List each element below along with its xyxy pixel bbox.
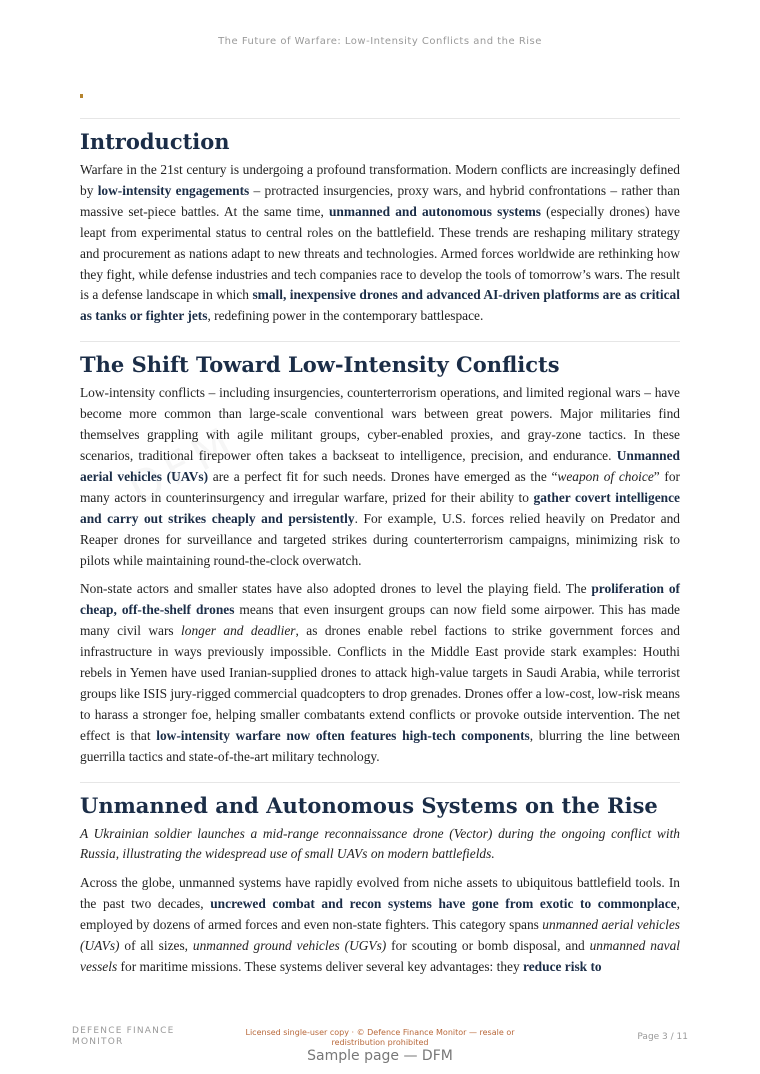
- section-heading: Introduction: [80, 129, 230, 154]
- text-run: , blurring the line between guerrilla tactics and state-of-the-art military technology.: [80, 727, 681, 764]
- section-heading: Unmanned and Autonomous Systems on the Rise: [80, 792, 658, 818]
- text-run: for maritime missions. These systems deliver several key advantages: they: [117, 959, 524, 974]
- document-body: [80, 118, 680, 986]
- bold-text: low-intensity engagements: [97, 182, 250, 198]
- text-run: ” for many actors in counterinsurgency and irregular warfare, prized for their ability to: [80, 468, 680, 505]
- text-run: means that even insurgent groups can now field some airpower. This has made many civil wars: [80, 602, 680, 639]
- paragraph: [80, 579, 680, 767]
- image-caption: A Ukrainian soldier launches a mid-range reconnaissance drone (Vector) during the ongoing conflict with Russia, illustrating the widespread use of small UAVs on modern battlefields.: [80, 825, 680, 862]
- bold-text: gather covert intelligence and carry out strikes cheaply and persistently: [80, 489, 680, 526]
- bold-text: unmanned and autonomous systems: [328, 203, 541, 219]
- italic-text: unmanned aerial vehicles (UAVs): [80, 917, 680, 954]
- text-run: are a perfect fit for such needs. Drones have emerged as the “: [208, 468, 558, 484]
- italic-text: unmanned naval vessels: [80, 938, 680, 974]
- bold-text: reduce risk to: [523, 959, 602, 974]
- text-run: Non-state actors and smaller states have also adopted drones to level the playing field. The: [80, 581, 592, 597]
- publisher-name: DEFENCE FINANCE MONITOR: [72, 1026, 175, 1047]
- bold-text: small, inexpensive drones and advanced AI-driven platforms are as critical as tanks or fighter jets: [80, 287, 680, 324]
- paragraph: [80, 873, 680, 978]
- text-run: (especially drones) have leapt from experimental status to central roles on the battlefield. These trends are reshaping military strategy and procurement as nations adapt to new threats and technologies. Armed forces worldwide are rethinking how they fight, while defense industries and tech companies race to develop the tools of tomorrow’s wars. The result is a defense landscape in which: [80, 203, 680, 303]
- section-low-intensity-conflicts: [80, 341, 680, 767]
- section-unmanned-systems: [80, 782, 680, 978]
- italic-text: longer and deadlier: [181, 623, 296, 639]
- bold-text: proliferation of cheap, off-the-shelf drones: [80, 581, 680, 618]
- accent-marker: [80, 94, 83, 98]
- paragraph: [80, 383, 680, 571]
- bold-text: low-intensity warfare now often features high-tech components: [156, 727, 530, 743]
- text-run: . For example, U.S. forces relied heavily on Predator and Reaper drones for surveillance and targeted strikes during counterterrorism campaigns, minimizing risk to pilots while maintaining round-the-clock overwatch.: [80, 510, 681, 568]
- bold-text: Unmanned aerial vehicles (UAVs): [80, 447, 680, 484]
- text-run: Warfare in the 21st century is undergoing a profound transformation. Modern conflicts are increasingly defined by: [80, 162, 680, 198]
- bold-text: uncrewed combat and recon systems have gone from exotic to commonplace: [210, 896, 677, 912]
- text-run: Across the globe, unmanned systems have rapidly evolved from niche assets to ubiquitous battlefield tools. In the past two decades,: [80, 875, 680, 912]
- text-run: of all sizes,: [119, 938, 193, 954]
- paragraph: [80, 160, 680, 327]
- sample-label: Sample page — DFM: [307, 1048, 453, 1064]
- text-run: , employed by dozens of armed forces and even non-state fighters. This category spans: [80, 896, 680, 933]
- running-header: The Future of Warfare: Low-Intensity Conflicts and the Rise: [218, 36, 542, 47]
- license-notice: Licensed single-user copy · © Defence Finance Monitor — resale or redistribution prohibited: [245, 1028, 515, 1047]
- section-heading: The Shift Toward Low-Intensity Conflicts: [80, 352, 560, 378]
- italic-text: weapon of choice: [557, 468, 654, 484]
- text-run: , redefining power in the contemporary battlespace.: [207, 308, 484, 324]
- text-run: – protracted insurgencies, proxy wars, and hybrid confrontations – rather than massive set-piece battles. At the same time,: [80, 182, 680, 219]
- section-introduction: [80, 118, 680, 327]
- page-number: Page 3 / 11: [637, 1032, 688, 1042]
- italic-text: unmanned ground vehicles (UGVs): [192, 938, 387, 954]
- text-run: for scouting or bomb disposal, and: [386, 938, 590, 954]
- text-run: , as drones enable rebel factions to strike government forces and infrastructure in ways previously impossible. Conflicts in the Middle East provide stark examples: Houthi rebels in Yemen have used Iranian-supplied drones to attack high-value targets in Saudi Arabia, while terrorist groups like ISIS jury-rigged commercial quadcopters to drop grenades. Drones offer a low-cost, low-risk means to harass a stronger foe, helping smaller combatants extend conflicts or provoke outside intervention. The net effect is that: [80, 623, 680, 743]
- text-run: Low-intensity conflicts – including insurgencies, counterterrorism operations, and limited regional wars – have become more common than large-scale conventional wars between great powers. Major militaries find themselves grappling with agile militant groups, cyber-enabled proxies, and gray-zone tactics. In these scenarios, traditional firepower often takes a backseat to intelligence, precision, and endurance.: [80, 385, 680, 463]
